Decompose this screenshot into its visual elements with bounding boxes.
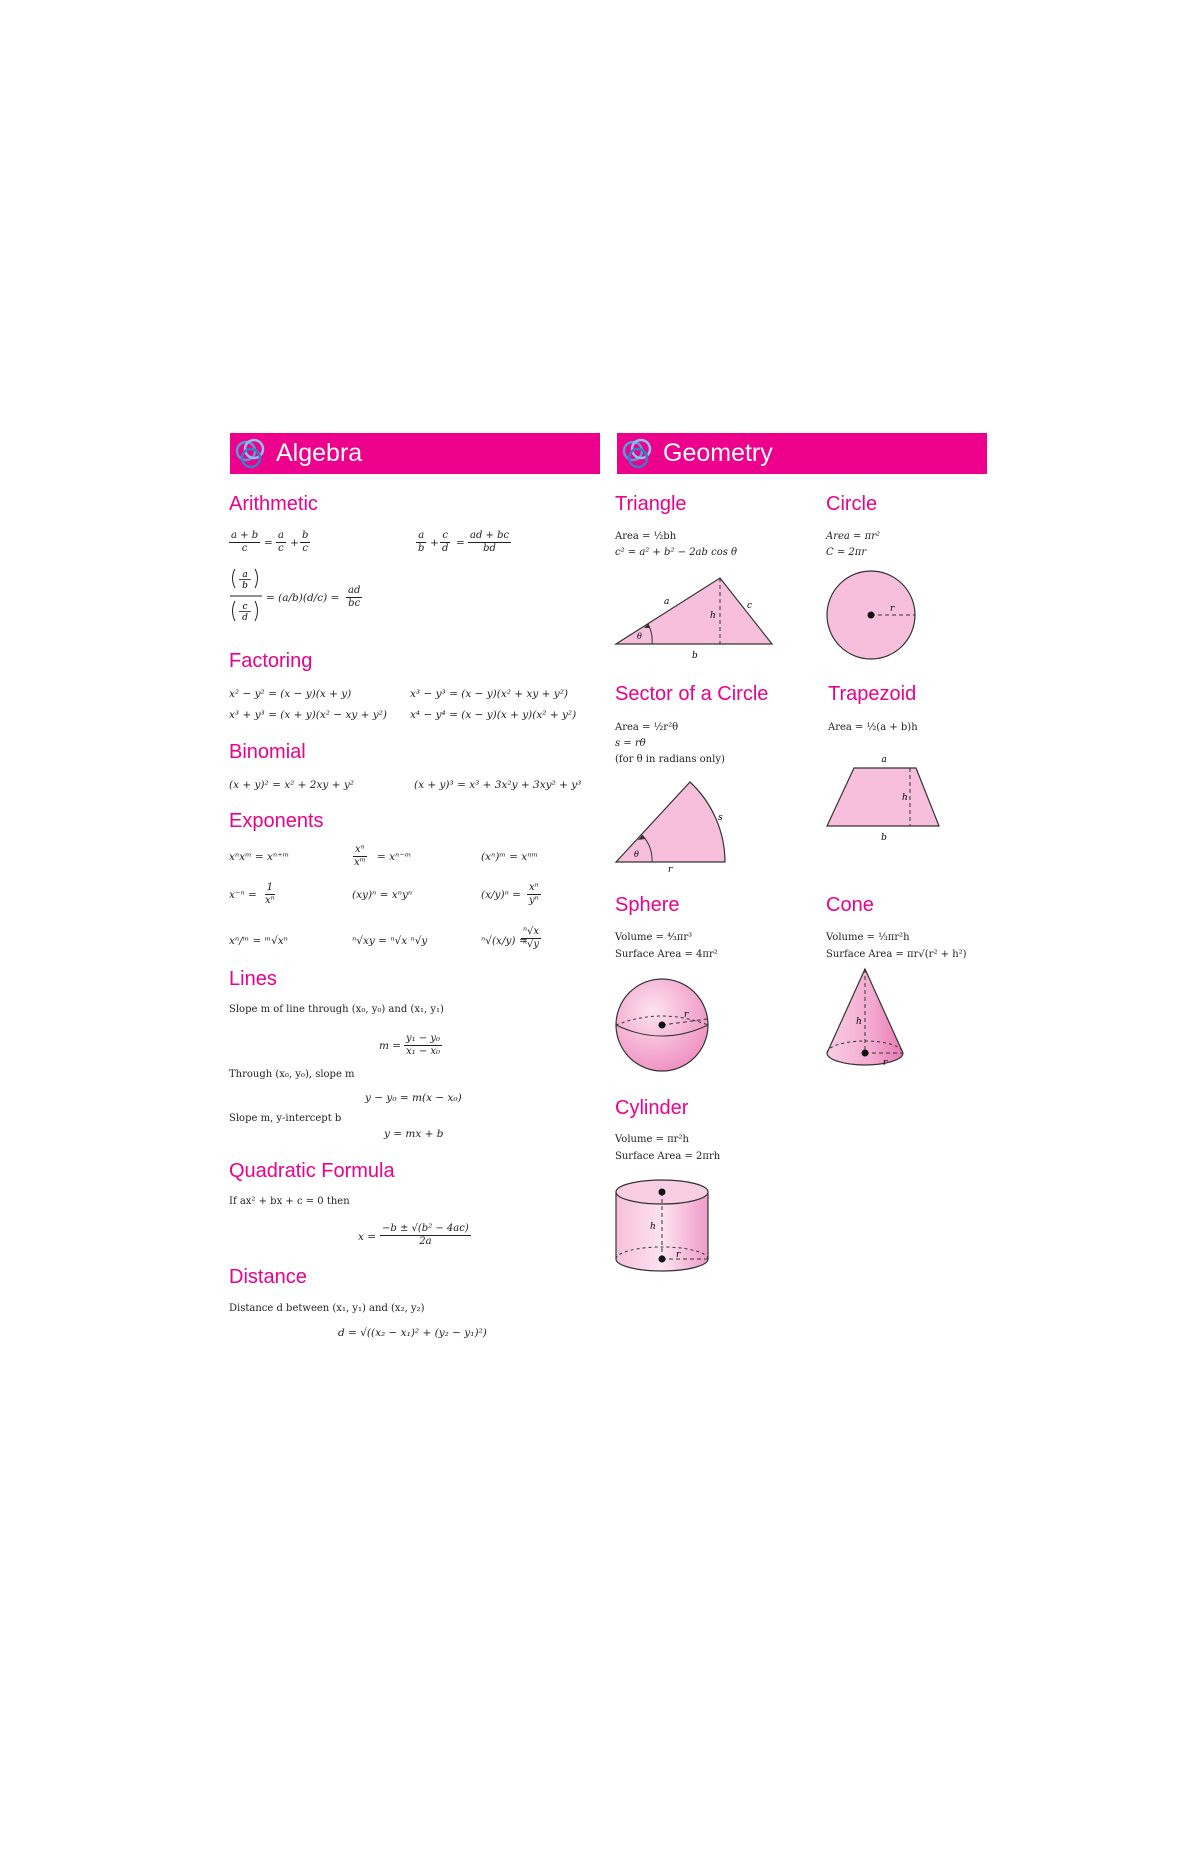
arith2-frac3: $\frac{ad + bc}{bd}$	[470, 530, 510, 554]
triangle-figure	[612, 568, 782, 663]
section-factoring: Factoring	[229, 650, 313, 672]
section-cone: Cone	[826, 894, 874, 916]
exp-4-lhs: x⁻ⁿ =	[229, 889, 257, 901]
tri-area: Area = ½bh	[615, 531, 677, 542]
exp-2-rhs: = xⁿ⁻ᵐ	[377, 851, 412, 863]
section-arithmetic: Arithmetic	[229, 493, 318, 515]
section-sector: Sector of a Circle	[615, 683, 769, 705]
arith3-rhs: = (a/b)(d/c) =	[266, 592, 340, 604]
svg-text:d: d	[242, 613, 248, 623]
svg-text:c: c	[242, 602, 248, 612]
binomial-2: (x + y)³ = x³ + 3x²y + 3xy² + y³	[414, 779, 582, 791]
quad-2-frac: $\frac{\text{−b ± √(b² − 4ac)}}{2a}$	[382, 1223, 469, 1247]
svg-text:r: r	[684, 1010, 689, 1020]
arith1-eq: =	[264, 537, 273, 549]
section-sphere: Sphere	[615, 894, 680, 916]
svg-text:h: h	[710, 611, 716, 621]
circ-circum: C = 2πr	[826, 547, 867, 558]
svg-text:θ: θ	[637, 632, 642, 641]
circle-figure	[824, 568, 918, 662]
cone-figure	[823, 966, 907, 1072]
svg-text:a: a	[242, 570, 248, 580]
arith3-compound-fraction	[229, 566, 269, 628]
section-quadratic: Quadratic Formula	[229, 1160, 395, 1182]
svg-text:h: h	[650, 1222, 656, 1232]
geometry-title: Geometry	[663, 439, 773, 467]
sect-arc: s = rθ	[615, 738, 646, 749]
circ-area: Area = πr²	[826, 531, 880, 542]
exp-9-lhs: ⁿ√(x/y) =	[481, 935, 528, 947]
sph-volume: Volume = ⁴⁄₃πr³	[615, 932, 693, 943]
sphere-figure	[612, 975, 712, 1075]
circles-logo-icon	[621, 437, 657, 471]
lines-3: Through (x₀, y₀), slope m	[229, 1069, 355, 1080]
exp-4-frac: $\frac{1}{\text{xⁿ}}$	[265, 882, 275, 906]
arith1-frac1: $\frac{a + b}{c}$	[231, 530, 259, 554]
arith2-frac2: $\frac{c}{d}$	[442, 530, 449, 554]
svg-text:a: a	[664, 597, 670, 607]
svg-text:r: r	[883, 1058, 888, 1068]
section-circle: Circle	[826, 493, 878, 515]
svg-text:b: b	[242, 581, 248, 591]
exp-7: xⁿ/ᵐ = ᵐ√xⁿ	[229, 935, 288, 947]
lines-6: y = mx + b	[384, 1128, 444, 1140]
quad-2-lhs: x =	[358, 1231, 377, 1243]
lines-4: y − y₀ = m(x − x₀)	[365, 1092, 462, 1104]
svg-text:c: c	[747, 601, 753, 611]
factor-4: x⁴ − y⁴ = (x − y)(x + y)(x² + y²)	[410, 709, 577, 721]
svg-text:h: h	[902, 793, 908, 803]
factor-1: x² − y² = (x − y)(x + y)	[229, 688, 352, 700]
exp-5: (xy)ⁿ = xⁿyⁿ	[352, 889, 413, 901]
svg-text:h: h	[856, 1017, 862, 1027]
cone-volume: Volume = ⅓πr²h	[826, 932, 910, 943]
sect-area: Area = ½r²θ	[615, 722, 679, 733]
svg-text:r: r	[668, 865, 673, 873]
arith3-frac: $\frac{ad}{bc}$	[348, 585, 361, 609]
svg-text:b: b	[692, 651, 698, 661]
cylinder-figure	[612, 1177, 712, 1277]
sph-surface: Surface Area = 4πr²	[615, 949, 718, 960]
section-distance: Distance	[229, 1266, 307, 1288]
arith2-frac1: $\frac{a}{b}$	[418, 530, 425, 554]
quad-1: If ax² + bx + c = 0 then	[229, 1196, 350, 1207]
exp-9-frac: $\frac{\text{ⁿ√x}}{\text{ⁿ√y}}$	[523, 926, 540, 950]
lines-2-lhs: m =	[379, 1040, 402, 1052]
cone-surface: Surface Area = πr√(r² + h²)	[826, 949, 967, 960]
arith2-eq: =	[456, 537, 465, 549]
svg-text:a: a	[881, 755, 887, 765]
section-triangle: Triangle	[615, 493, 687, 515]
sector-figure	[612, 778, 732, 873]
trap-area: Area = ½(a + b)h	[828, 722, 918, 733]
arith1-frac3: $\frac{b}{c}$	[302, 530, 309, 554]
lines-2-frac: $\frac{\text{y₁ − y₀}}{\text{x₁ − x₀}}$	[406, 1033, 441, 1057]
section-binomial: Binomial	[229, 741, 306, 763]
tri-law: c² = a² + b² − 2ab cos θ	[615, 547, 738, 558]
exp-2-frac: $\frac{\text{xⁿ}}{\text{xᵐ}}$	[354, 844, 366, 868]
section-exponents: Exponents	[229, 810, 324, 832]
dist-1: Distance d between (x₁, y₁) and (x₂, y₂)	[229, 1303, 425, 1314]
binomial-1: (x + y)² = x² + 2xy + y²	[229, 779, 354, 791]
svg-text:b: b	[881, 833, 887, 842]
svg-text:s: s	[718, 813, 723, 823]
cyl-surface: Surface Area = 2πrh	[615, 1151, 721, 1162]
section-trapezoid: Trapezoid	[828, 683, 917, 705]
arith1-frac2: $\frac{a}{c}$	[278, 530, 284, 554]
dist-2: d = √((x₂ − x₁)² + (y₂ − y₁)²)	[338, 1327, 487, 1339]
lines-1: Slope m of line through (x₀, y₀) and (x₁, y₁)	[229, 1004, 444, 1015]
section-cylinder: Cylinder	[615, 1097, 689, 1119]
svg-text:r: r	[890, 604, 895, 614]
circles-logo-icon	[234, 437, 270, 471]
section-lines: Lines	[229, 968, 277, 990]
factor-3: x³ + y³ = (x + y)(x² − xy + y²)	[229, 709, 388, 721]
exp-3: (xⁿ)ᵐ = xⁿᵐ	[481, 851, 538, 863]
sect-note: (for θ in radians only)	[615, 754, 725, 765]
cyl-volume: Volume = πr²h	[615, 1134, 689, 1145]
arith2-plus: +	[430, 537, 439, 549]
geometry-header	[617, 433, 987, 474]
svg-text:r: r	[676, 1250, 681, 1260]
svg-text:θ: θ	[634, 850, 639, 859]
exp-6-frac: $\frac{\text{xⁿ}}{\text{yⁿ}}$	[529, 882, 539, 906]
algebra-title: Algebra	[276, 439, 363, 467]
trapezoid-figure	[824, 752, 944, 842]
algebra-header	[230, 433, 600, 474]
factor-2: x³ − y³ = (x − y)(x² + xy + y²)	[410, 688, 569, 700]
arith1-plus: +	[290, 537, 299, 549]
exp-1: xⁿxᵐ = xⁿ⁺ᵐ	[229, 851, 290, 863]
lines-5: Slope m, y-intercept b	[229, 1113, 342, 1124]
exp-6-lhs: (x/y)ⁿ =	[481, 889, 521, 901]
exp-8: ⁿ√xy = ⁿ√x ⁿ√y	[352, 935, 428, 947]
